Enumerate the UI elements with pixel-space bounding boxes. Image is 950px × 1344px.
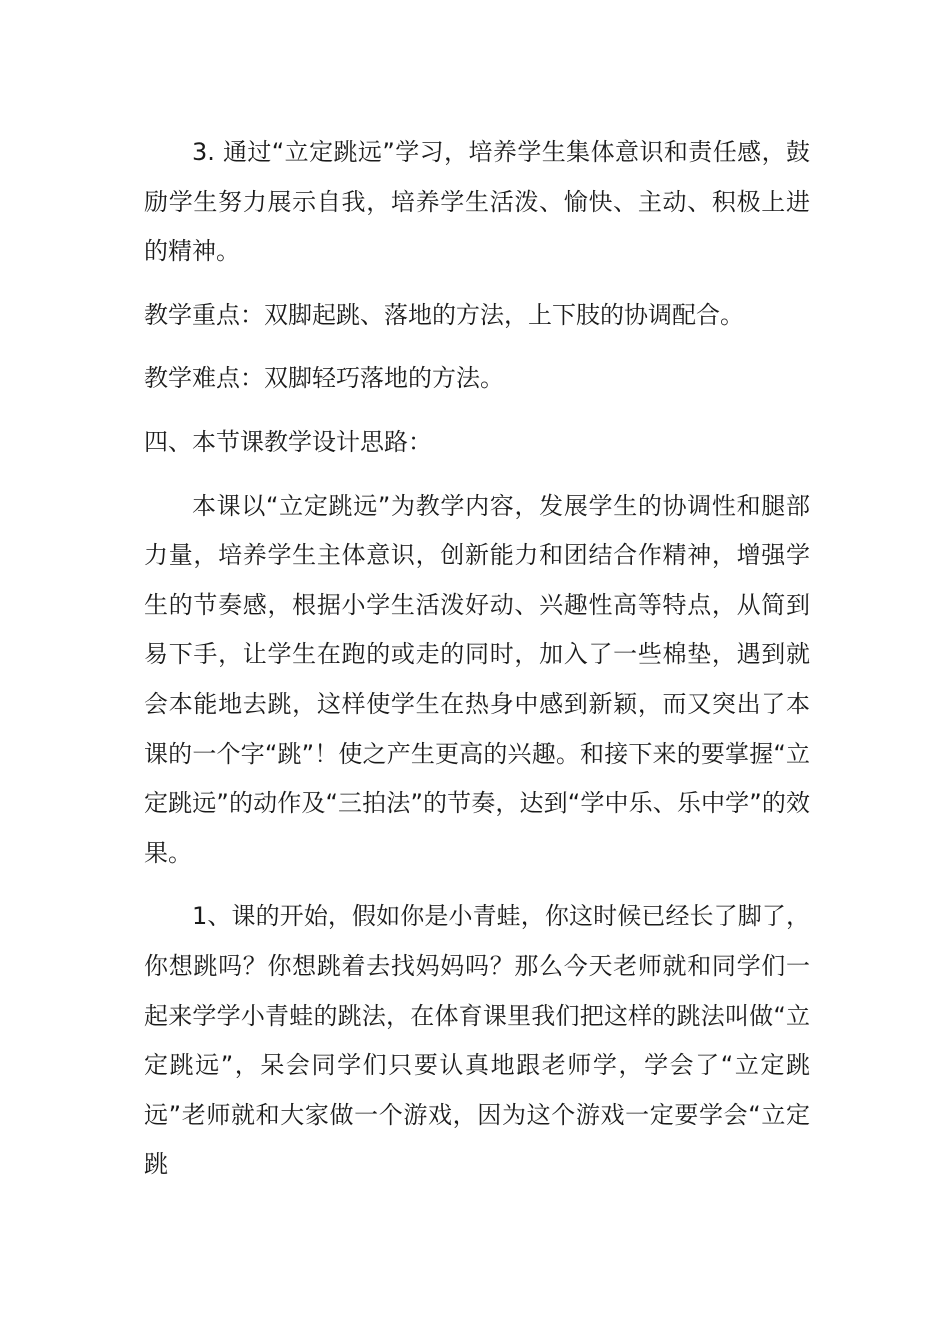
document-body (144, 128, 810, 1190)
paragraph-teaching-focus: 教学重点：双脚起跳、落地的方法，上下肢的协调配合。 (144, 300, 744, 329)
section-heading: 四、本节课教学设计思路： (144, 427, 432, 456)
paragraph-design-overview: 本课以“立定跳远”为教学内容，发展学生的协调性和腿部力量，培养学生主体意识，创新能力和团结合作精神，增强学生的节奏感，根据小学生活泼好动、兴趣性高等特点，从简到易下手，让学生在跑的或走的同时，加入了一些棉垫，遇到就会本能地去跳，这样使学生在热身中感到新颖，而又突出了本课的一个字“跳”！使之产生更高的兴趣。和接下来的要掌握“立定跳远”的动作及“三拍法”的节奏，达到“学中乐、乐中学”的效果。 (144, 491, 810, 867)
paragraph-teaching-difficulty: 教学难点：双脚轻巧落地的方法。 (144, 364, 504, 393)
paragraph-step-1: 1、课的开始，假如你是小青蛙，你这时候已经长了脚了，你想跳吗？你想跳着去找妈妈吗？那么今天老师就和同学们一起来学学小青蛙的跳法，在体育课里我们把这样的跳法叫做“立定跳远”，呆会同学们只要认真地跟老师学，学会了“立定跳远”老师就和大家做一个游戏，因为这个游戏一定要学会“立定跳 (144, 902, 810, 1179)
paragraph-objective-3: 3. 通过“立定跳远”学习，培养学生集体意识和责任感，鼓励学生努力展示自我，培养学生活泼、愉快、主动、积极上进的精神。 (144, 138, 810, 266)
